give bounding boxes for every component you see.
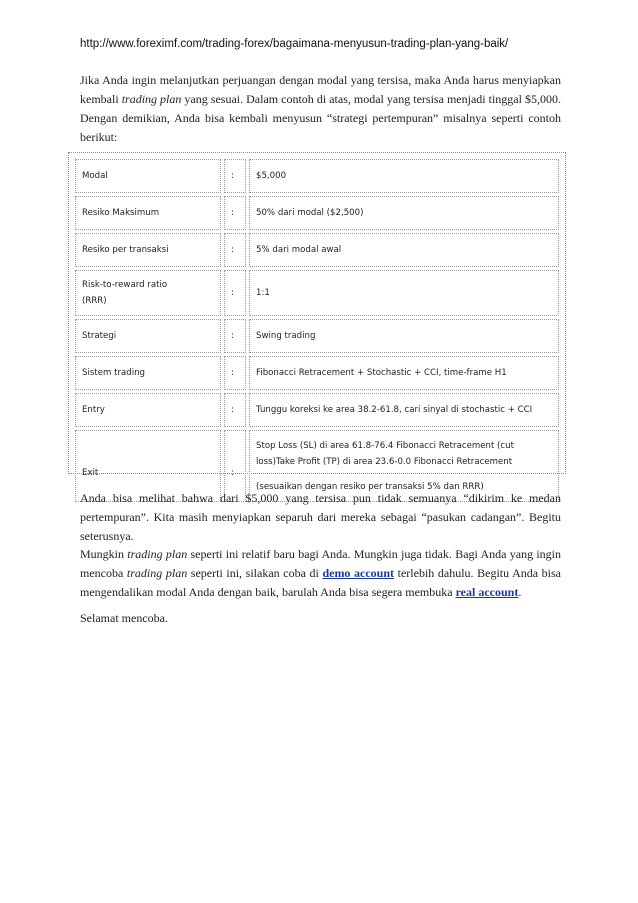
row-value: $5,000 <box>249 159 559 193</box>
row-separator: : <box>224 430 246 502</box>
row-value: 50% dari modal ($2,500) <box>249 196 559 230</box>
row-value: Tunggu koreksi ke area 38.2-61.8, cari sinyal di stochastic + CCI <box>249 393 559 427</box>
row-label-line-1: Risk-to-reward ratio <box>82 280 168 290</box>
row-value: 1:1 <box>249 270 559 316</box>
exit-line-3: (sesuaikan dengan resiko per transaksi 5% dan RRR) <box>256 481 484 492</box>
paragraph-reserve: Anda bisa melihat bahwa dari $5,000 yang tersisa pun tidak semuanya “dikirim ke medan pertempuran”. Kita masih menyiapkan separuh dari mereka sebagai “pasukan cadangan”. Begitu seterusnya. <box>80 491 561 543</box>
exit-line-1: Stop Loss (SL) di area 61.8-76.4 Fibonacci Retracement (cut <box>256 440 514 451</box>
emphasis-trading-plan: trading plan <box>126 566 188 580</box>
table-row <box>75 196 559 230</box>
row-separator: : <box>224 393 246 427</box>
text-segment: Mungkin <box>80 547 128 561</box>
row-separator: : <box>224 196 246 230</box>
row-label: Entry <box>75 393 221 427</box>
trading-plan-table-frame <box>68 152 566 492</box>
row-label: Sistem trading <box>75 356 221 390</box>
text-segment: terlebih dahulu. Begitu Anda bisa mengendalikan modal Anda dengan baik, barulah Anda bisa segera membuka <box>80 566 562 599</box>
table-row <box>75 233 559 267</box>
intro-emphasis: trading plan <box>121 92 182 106</box>
closing-line: Selamat mencoba. <box>80 611 168 625</box>
paragraph-demo-account <box>80 545 561 602</box>
row-label: Resiko per transaksi <box>75 233 221 267</box>
row-value: Swing trading <box>249 319 559 353</box>
row-value: 5% dari modal awal <box>249 233 559 267</box>
table-row <box>75 393 559 427</box>
table-row <box>75 159 559 193</box>
exit-line-2: loss)Take Profit (TP) di area 23.6-0.0 Fibonacci Retracement <box>256 456 513 467</box>
intro-text-2: yang sesuai. Dalam contoh di atas, modal yang tersisa menjadi tinggal $5,000. Dengan demikian, Anda bisa kembali menyusun “strategi pertempuran” misalnya seperti contoh berikut: <box>80 92 562 144</box>
demo-account-link[interactable]: demo account <box>322 566 395 580</box>
table-row <box>75 356 559 390</box>
row-separator: : <box>224 233 246 267</box>
emphasis-trading-plan: trading plan <box>127 547 188 561</box>
row-separator: : <box>224 270 246 316</box>
text-segment: seperti ini, silakan coba di <box>187 566 323 580</box>
trading-plan-table <box>72 156 562 505</box>
row-separator: : <box>224 356 246 390</box>
row-label: Exit <box>75 430 221 502</box>
row-label: Resiko Maksimum <box>75 196 221 230</box>
text-segment: . <box>518 585 522 599</box>
row-label-line-2: (RRR) <box>82 296 107 306</box>
intro-paragraph <box>80 71 561 147</box>
page-url: http://www.foreximf.com/trading-forex/bagaimana-menyusun-trading-plan-yang-baik/ <box>80 38 509 50</box>
row-label <box>75 270 221 316</box>
table-row <box>75 270 559 316</box>
row-label: Modal <box>75 159 221 193</box>
intro-text-1: Jika Anda ingin melanjutkan perjuangan dengan modal yang tersisa, maka Anda harus menyiapkan kembali <box>80 73 561 106</box>
row-value: Fibonacci Retracement + Stochastic + CCI, time-frame H1 <box>249 356 559 390</box>
row-separator: : <box>224 159 246 193</box>
row-separator: : <box>224 319 246 353</box>
real-account-link[interactable]: real account <box>455 585 519 599</box>
row-label: Strategi <box>75 319 221 353</box>
table-row <box>75 319 559 353</box>
text-segment: seperti ini relatif baru bagi Anda. Mungkin juga tidak. Bagi Anda yang ingin mencoba <box>80 547 562 580</box>
